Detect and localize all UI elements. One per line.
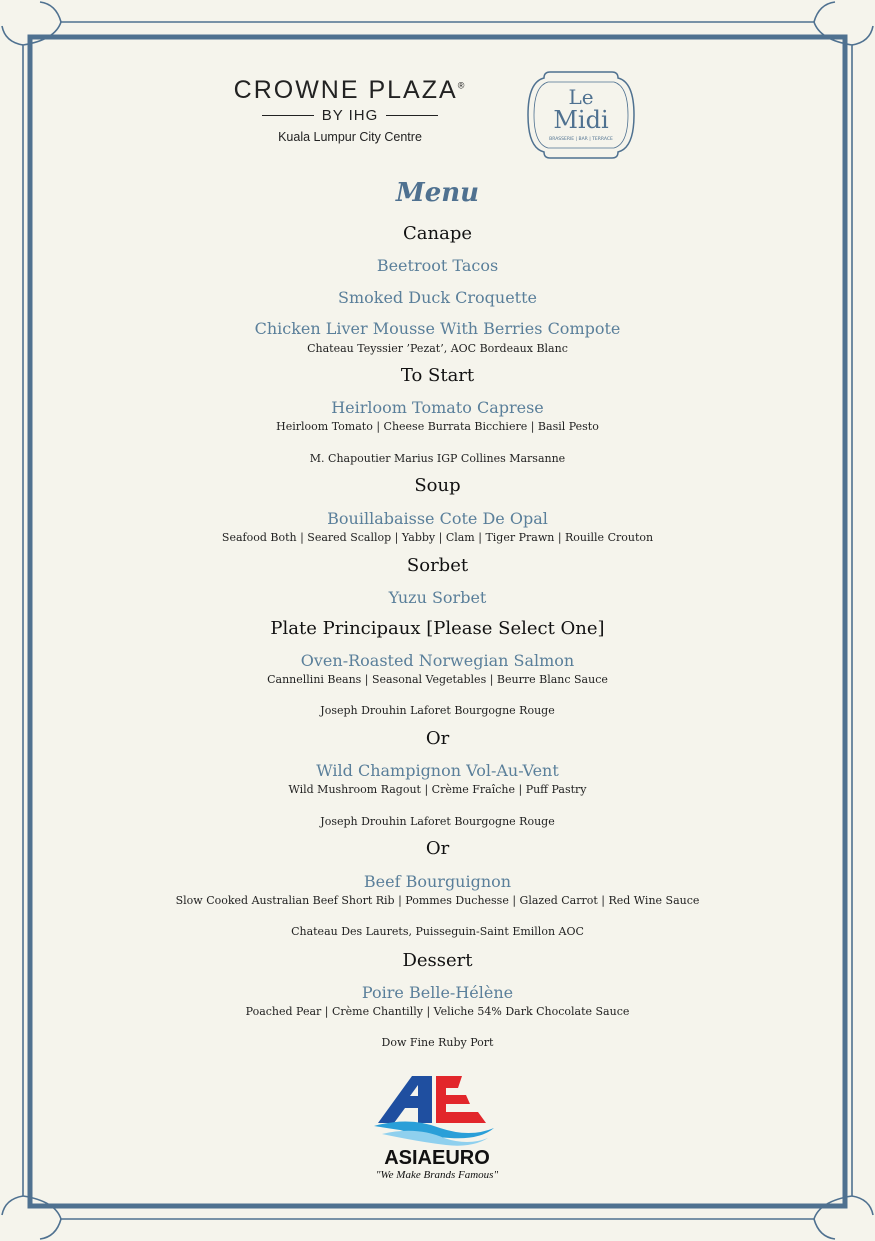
dish-name: Poire Belle-Hélène [361,983,514,1002]
footer-slogan: "We Make Brands Famous" [375,1169,499,1181]
section-heading: Sorbet [406,555,469,576]
dish-name: Oven-Roasted Norwegian Salmon [300,651,575,670]
dish-name: Chicken Liver Mousse With Berries Compote [254,319,621,338]
asiaeuro-logo [360,1068,515,1183]
dish-description: Joseph Drouhin Laforet Bourgogne Rouge [320,814,555,828]
dish-name: Smoked Duck Croquette [338,288,537,307]
dish-description: Seafood Both | Seared Scallop | Yabby | Clam | Tiger Prawn | Rouille Crouton [221,530,654,544]
hotel-name: CROWNE PLAZA [233,76,458,104]
dish-name: Heirloom Tomato Caprese [331,398,544,417]
dish-name: Beef Bourguignon [363,872,512,891]
le-midi-logo [522,70,640,160]
logo-blue-a [378,1076,432,1123]
dish-description: Dow Fine Ruby Port [381,1035,494,1049]
crowne-plaza-logo [230,76,470,144]
section-heading: Soup [414,475,461,496]
dish-description: Chateau Des Laurets, Puisseguin-Saint Emillon AOC [291,924,584,938]
section-heading: Or [425,728,450,749]
dish-description: Cannellini Beans | Seasonal Vegetables | Beurre Blanc Sauce [267,672,608,686]
registered-mark: ® [457,80,467,91]
dish-description: Chateau Teyssier ’Pezat’, AOC Bordeaux Blanc [307,341,568,355]
dish-name: Bouillabaisse Cote De Opal [327,509,548,528]
divider [386,115,438,116]
menu-title: Menu [395,178,480,208]
dish-description: Joseph Drouhin Laforet Bourgogne Rouge [320,703,555,717]
hotel-location: Kuala Lumpur City Centre [278,130,422,144]
partner-name-midi: Midi [553,106,609,134]
divider [262,115,314,116]
logo-red-e [436,1076,486,1123]
footer-brand: ASIAEURO [384,1147,490,1169]
partner-tagline: BRASSERIE | BAR | TERRACE [549,137,613,142]
dish-description: Wild Mushroom Ragout | Crème Fraîche | Puff Pastry [288,782,587,796]
partner-name-le: Le [568,85,594,109]
hotel-sub: BY IHG [321,107,379,124]
section-heading: Dessert [402,950,473,971]
dish-description: M. Chapoutier Marius IGP Collines Marsanne [309,451,566,465]
section-heading: To Start [400,365,475,386]
dish-name: Yuzu Sorbet [388,588,487,607]
page-header [0,70,875,170]
dish-description: Heirloom Tomato | Cheese Burrata Bicchiere | Basil Pesto [276,419,599,433]
section-heading: Plate Principaux [Please Select One] [270,618,605,639]
dish-name: Beetroot Tacos [376,256,499,275]
dish-description: Poached Pear | Crème Chantilly | Veliche 54% Dark Chocolate Sauce [245,1004,630,1018]
section-heading: Canape [402,223,472,244]
dish-name: Wild Champignon Vol-Au-Vent [316,761,559,780]
section-heading: Or [425,838,450,859]
dish-description: Slow Cooked Australian Beef Short Rib | Pommes Duchesse | Glazed Carrot | Red Wine Sauce [175,893,700,907]
